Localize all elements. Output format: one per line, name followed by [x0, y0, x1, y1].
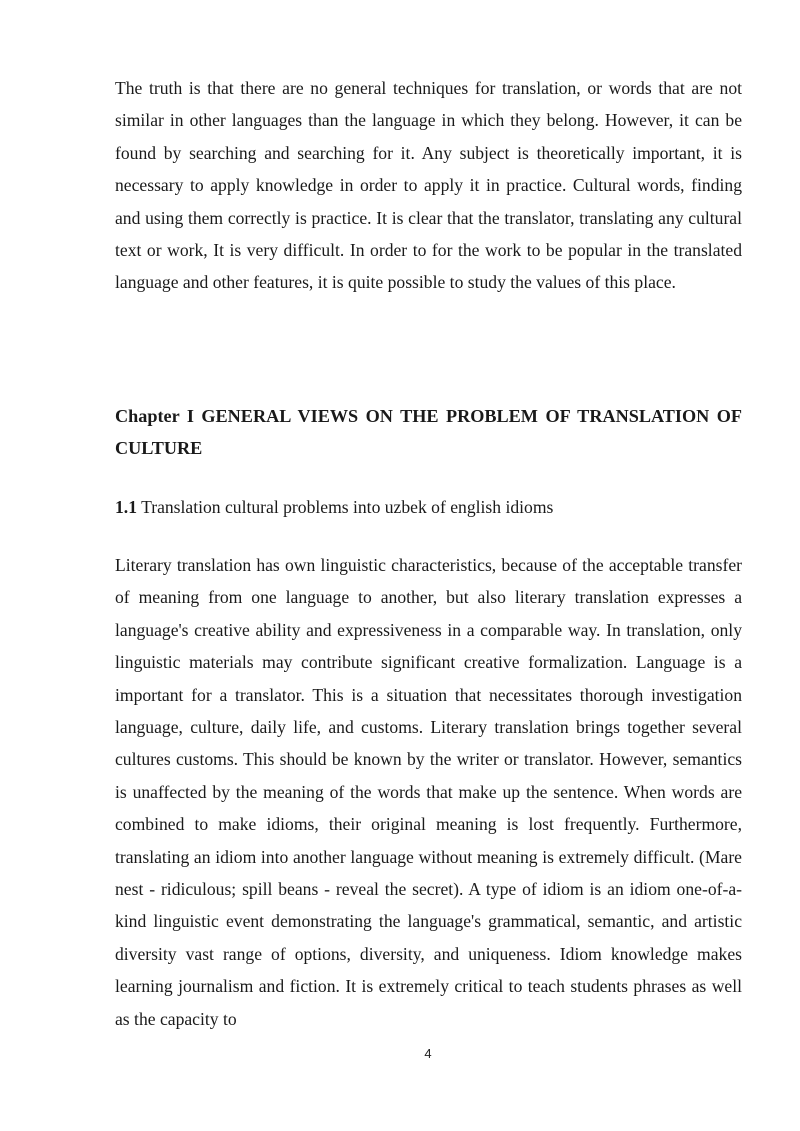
- intro-paragraph: The truth is that there are no general techniques for translation, or words that are not similar in other languages than the language in which they belong. However, it can be found by searching and searching for it. Any subject is theoretically important, it is necessary to apply knowledge in order to apply it in practice. Cultural words, finding and using them correctly is practice. It is clear that the translator, translating any cultural text or work, It is very difficult. In order to for the work to be popular in the translated language and other features, it is quite possible to study the values of this place.: [115, 78, 742, 293]
- section-title: Translation cultural problems into uzbek of english idioms: [137, 497, 554, 517]
- section-number: 1.1: [115, 497, 137, 517]
- body-paragraph: Literary translation has own linguistic characteristics, because of the acceptable transfer of meaning from one language to another, but also literary translation expresses a language's creative ability and expressiveness in a comparable way. In translation, only linguistic materials may contribute significant creative formalization. Language is a important for a translator. This is a situation that necessitates thorough investigation language, culture, daily life, and customs. Literary translation brings together several cultures customs. This should be known by the writer or translator. However, semantics is unaffected by the meaning of the words that make up the sentence. When words are combined to make idioms, their original meaning is lost frequently. Furthermore, translating an idiom into another language without meaning is extremely difficult. (Mare nest - ridiculous; spill beans - reveal the secret). A type of idiom is an idiom one-of-a-kind linguistic event demonstrating the language's grammatical, semantic, and artistic diversity vast range of options, diversity, and uniqueness. Idiom knowledge makes learning journalism and fiction. It is extremely critical to teach students phrases as well as the capacity to: [115, 555, 742, 1029]
- section-heading: [115, 491, 742, 523]
- page-number: 4: [424, 1046, 432, 1061]
- chapter-heading: Chapter I GENERAL VIEWS ON THE PROBLEM OF TRANSLATION OF CULTURE: [115, 406, 742, 459]
